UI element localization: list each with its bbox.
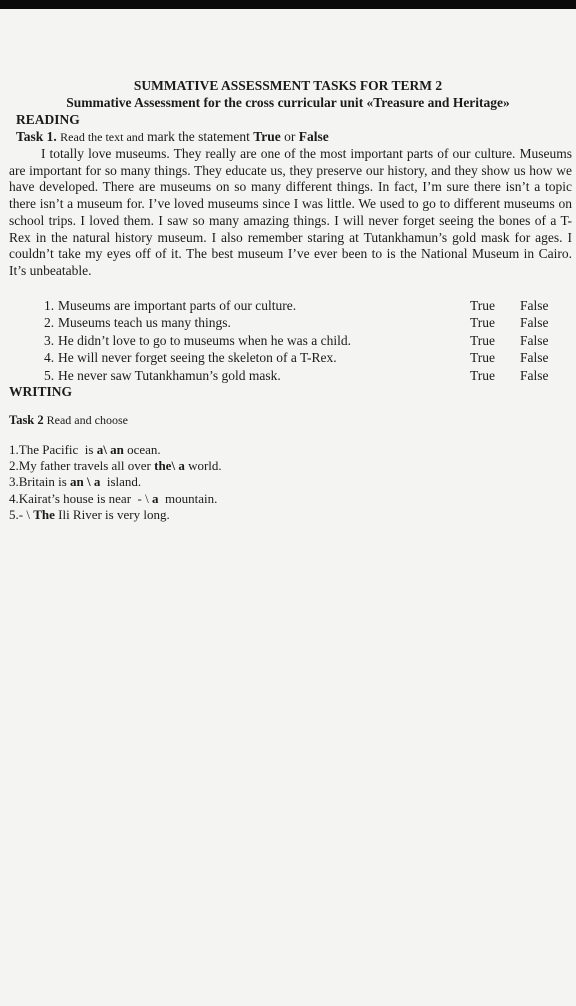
true-option[interactable]: True: [470, 367, 496, 383]
choice-after: Ili River is very long.: [54, 506, 170, 522]
false-option[interactable]: False: [520, 350, 549, 366]
statement-list: [44, 297, 564, 384]
statement-number: 2.: [44, 315, 55, 331]
task1-instruction-a: Read the text and: [60, 130, 144, 144]
choice-options[interactable]: an \ a: [70, 474, 101, 490]
reading-heading: READING: [16, 112, 80, 127]
choice-after: world.: [184, 458, 222, 474]
choice-item: [9, 442, 222, 458]
statement-row: [44, 349, 564, 366]
choice-options[interactable]: the\ a: [154, 458, 185, 474]
choice-options[interactable]: a: [151, 490, 159, 506]
choice-after: island.: [100, 474, 142, 490]
task1-instruction: [16, 129, 329, 145]
page-subtitle: Summative Assessment for the cross curricular unit «Treasure and Heritage»: [66, 95, 510, 110]
choice-before: 5.- \: [9, 506, 34, 522]
statement-row: [44, 297, 564, 314]
choice-list: [9, 442, 222, 523]
choice-options[interactable]: a\ an: [96, 442, 124, 457]
choice-item: [9, 507, 222, 523]
statement-text: He will never forget seeing the skeleton of a T-Rex.: [58, 350, 337, 366]
task2-label: Task 2: [9, 413, 44, 427]
true-option[interactable]: True: [470, 315, 496, 331]
choice-before: 3.Britain is: [9, 474, 71, 490]
statement-number: 1.: [44, 298, 55, 313]
false-option[interactable]: False: [520, 298, 549, 313]
page-title: SUMMATIVE ASSESSMENT TASKS FOR TERM 2: [133, 78, 443, 93]
true-option[interactable]: True: [470, 350, 496, 366]
task1-or-word: or: [284, 129, 296, 144]
choice-item: [9, 474, 222, 490]
task1-false-word: False: [298, 129, 329, 144]
choice-after: ocean.: [123, 442, 161, 457]
statement-row: [44, 314, 564, 331]
task1-true-word: True: [253, 129, 281, 144]
statement-number: 3.: [44, 332, 55, 348]
statement-text: Museums are important parts of our culture.: [58, 298, 297, 313]
statement-number: 4.: [44, 350, 55, 366]
task1-label: Task 1.: [16, 129, 57, 144]
writing-heading: WRITING: [9, 384, 73, 399]
statement-row: [44, 332, 564, 349]
choice-before: 1.The Pacific is: [9, 442, 97, 457]
statement-text: He didn’t love to go to museums when he was a child.: [58, 332, 351, 348]
false-option[interactable]: False: [520, 367, 549, 383]
statement-text: Museums teach us many things.: [58, 315, 231, 331]
task2-instruction-text: Read and choose: [46, 413, 128, 427]
top-bar: [0, 0, 576, 9]
choice-before: 4.Kairat’s house is near - \: [9, 490, 152, 506]
true-option[interactable]: True: [470, 298, 496, 313]
statement-row: [44, 367, 564, 384]
choice-before: 2.My father travels all over: [9, 458, 155, 474]
task2-instruction: [9, 413, 128, 428]
choice-item: [9, 491, 222, 507]
choice-item: [9, 458, 222, 474]
true-option[interactable]: True: [470, 332, 496, 348]
reading-passage: I totally love museums. They really are one of the most important parts of our culture. Museums are important for so many things. They educate us, they preserve our history, and they show us how we have developed. There are museums on so many different things. In fact, I’m sure there isn’t a topic there isn’t a museum for. I’ve loved museums since I was little. We used to go to different museums on school trips. I loved them. I saw so many amazing things. I will never forget seeing the bones of a T-Rex in the natural history museum. I also remember staring at Tutankhamun’s gold mask for ages. I couldn’t take my eyes off of it. The best museum I’ve ever been to is the National Museum in Cairo. It’s unbeatable.: [9, 146, 572, 278]
statement-number: 5.: [44, 367, 55, 383]
choice-after: mountain.: [158, 490, 218, 506]
false-option[interactable]: False: [520, 315, 549, 331]
false-option[interactable]: False: [520, 332, 549, 348]
choice-options[interactable]: The: [33, 506, 55, 522]
task1-instruction-b: mark the statement: [147, 129, 250, 144]
statement-text: He never saw Tutankhamun’s gold mask.: [58, 367, 281, 383]
